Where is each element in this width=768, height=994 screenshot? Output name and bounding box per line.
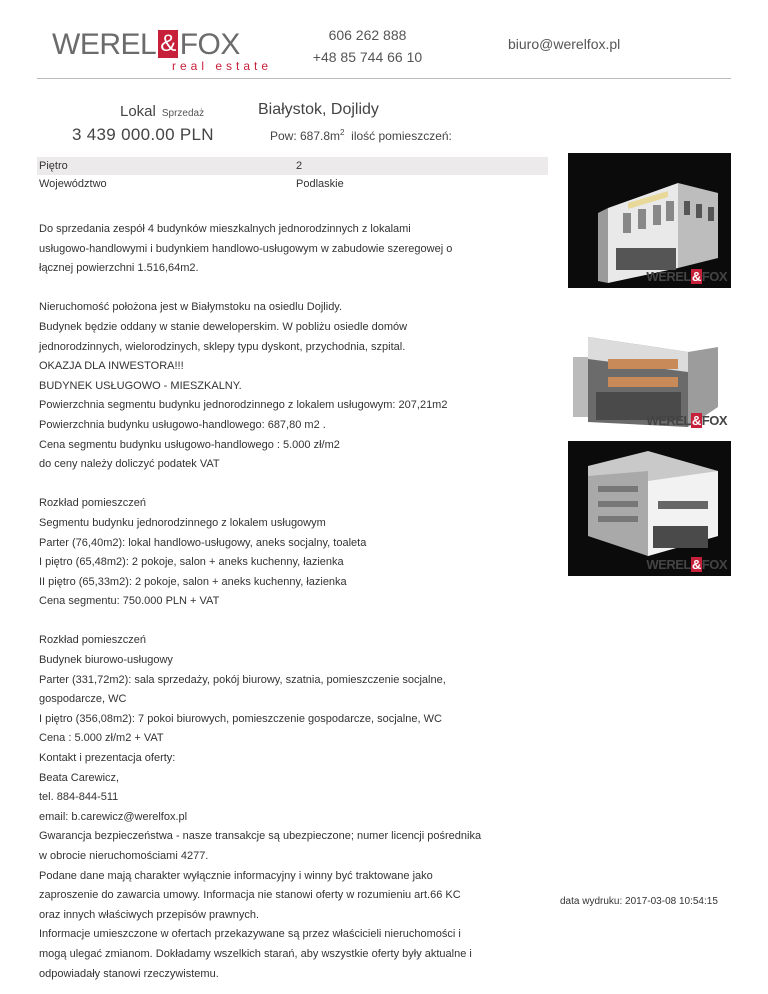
print-date: data wydruku: 2017-03-08 10:54:15 <box>560 896 718 907</box>
description-paragraph <box>39 494 517 612</box>
property-label: Piętro <box>39 160 68 172</box>
description-line: w obrocie nieruchomościami 4277. <box>39 850 209 862</box>
property-value: 2 <box>296 160 303 172</box>
property-photo[interactable] <box>568 297 731 432</box>
description-paragraph <box>39 631 517 984</box>
phone-1[interactable]: 606 262 888 <box>328 27 407 43</box>
description-line: Gwarancja bezpieczeństwa - nasze transakcje są ubezpieczone; numer licencji pośrednika <box>39 830 482 843</box>
listing-description <box>39 220 517 984</box>
description-line: Do sprzedania zespół 4 budynków mieszkalnych jednorodzinnych z lokalami <box>39 223 411 235</box>
description-line: Informacje umieszczone w ofertach przekazywane są przez właścicieli nieruchomości i <box>39 928 461 941</box>
description-line: email: b.carewicz@werelfox.pl <box>39 810 188 823</box>
description-line: Budynek biurowo-usługowy <box>39 654 173 667</box>
description-line: Parter (331,72m2): sala sprzedaży, pokój biurowy, szatnia, pomieszczenie socjalne, <box>39 673 446 686</box>
description-line: I piętro (65,48m2): 2 pokoje, salon + aneks kuchenny, łazienka <box>39 556 344 569</box>
photo-watermark: WEREL&FOX <box>646 269 727 284</box>
header-divider <box>37 78 731 79</box>
property-row <box>37 175 548 193</box>
area-unit-sup: 2 <box>340 128 345 137</box>
description-line: do ceny należy doliczyć podatek VAT <box>39 458 220 471</box>
building-render-3 <box>568 441 731 576</box>
description-line: Rozkład pomieszczeń <box>39 497 146 510</box>
listing-type-label: Lokal <box>120 103 156 120</box>
property-row <box>37 157 548 175</box>
description-line: Nieruchomość położona jest w Białymstoku na osiedlu Dojlidy. <box>39 301 343 314</box>
listing-location: Białystok, Dojlidy <box>258 101 379 118</box>
description-line: Cena segmentu: 750.000 PLN + VAT <box>39 595 220 608</box>
building-render-2 <box>568 297 731 432</box>
logo-left-text: WEREL <box>52 28 157 61</box>
property-label: Województwo <box>39 178 107 190</box>
description-line: odpowiadały stanowi rzeczywistemu. <box>39 967 219 980</box>
description-line: tel. 884-844-511 <box>39 791 119 804</box>
logo-tagline: real estate <box>172 59 273 73</box>
transaction-type: Sprzedaż <box>161 108 205 119</box>
description-line: usługowo-handlowymi i budynkiem handlowo-usługowym w zabudowie szeregowej o <box>39 242 453 255</box>
logo-ampersand: & <box>160 30 176 57</box>
description-line: Segmentu budynku jednorodzinnego z lokalem usługowym <box>39 516 326 529</box>
description-paragraph <box>39 298 517 474</box>
description-line: łącznej powierzchni 1.516,64m2. <box>39 262 199 275</box>
photo-watermark: WEREL&FOX <box>646 413 727 428</box>
description-line: I piętro (356,08m2): 7 pokoi biurowych, pomieszczenie gospodarcze, socjalne, WC <box>39 712 442 725</box>
description-line: Kontakt i prezentacja oferty: <box>39 752 176 765</box>
description-line: II piętro (65,33m2): 2 pokoje, salon + aneks kuchenny, łazienka <box>39 575 347 588</box>
description-line: Parter (76,40m2): lokal handlowo-usługowy, aneks socjalny, toaleta <box>39 536 367 549</box>
listing-area <box>270 128 452 143</box>
photo-watermark: WEREL&FOX <box>646 557 727 572</box>
phone-2[interactable]: +48 85 744 66 10 <box>312 49 423 65</box>
description-line: OKAZJA DLA INWESTORA!!! <box>39 360 184 373</box>
property-photo[interactable] <box>568 153 731 288</box>
rooms-label: ilość pomieszczeń: <box>351 129 452 143</box>
description-line: zaproszenie do zawarcia umowy. Informacja nie stanowi oferty w rozumieniu art.66 KC <box>39 889 461 902</box>
contact-email[interactable]: biuro@werelfox.pl <box>508 36 621 52</box>
area-value: Pow: 687.8m <box>270 129 341 143</box>
description-line: mogą ulegać zmianom. Dokładamy wszelkich starań, aby wszystkie oferty były aktualne i <box>39 947 472 960</box>
property-photo[interactable] <box>568 441 731 576</box>
description-line: jednorodzinnych, wielorodzinych, sklepy typu dyskont, przychodnia, szpital. <box>39 340 406 353</box>
description-line: oraz innych właściwych przepisów prawnych. <box>39 908 260 921</box>
building-render-1 <box>568 153 731 288</box>
description-line: Powierzchnia segmentu budynku jednorodzinnego z lokalem usługowym: 207,21m2 <box>39 399 448 412</box>
listing-price: 3 439 000.00 PLN <box>72 125 214 144</box>
description-line: BUDYNEK USŁUGOWO - MIESZKALNY. <box>39 379 242 392</box>
company-logo <box>52 30 282 75</box>
phone-numbers <box>300 24 435 68</box>
logo-right-text: FOX <box>179 28 240 61</box>
description-paragraph <box>39 220 517 279</box>
description-line: Beata Carewicz, <box>39 771 120 784</box>
description-line: Cena segmentu budynku usługowo-handlowego : 5.000 zł/m2 <box>39 438 340 451</box>
description-line: Cena : 5.000 zł/m2 + VAT <box>39 732 164 745</box>
listing-type <box>120 103 204 120</box>
description-line: gospodarcze, WC <box>39 693 127 706</box>
description-line: Rozkład pomieszczeń <box>39 634 146 647</box>
description-line: Powierzchnia budynku usługowo-handlowego: 687,80 m2 . <box>39 418 326 431</box>
description-line: Budynek będzie oddany w stanie deweloperskim. W pobliżu osiedle domów <box>39 320 408 333</box>
property-value: Podlaskie <box>296 178 344 190</box>
description-line: Podane dane mają charakter wyłącznie informacyjny i winny być traktowane jako <box>39 869 433 882</box>
